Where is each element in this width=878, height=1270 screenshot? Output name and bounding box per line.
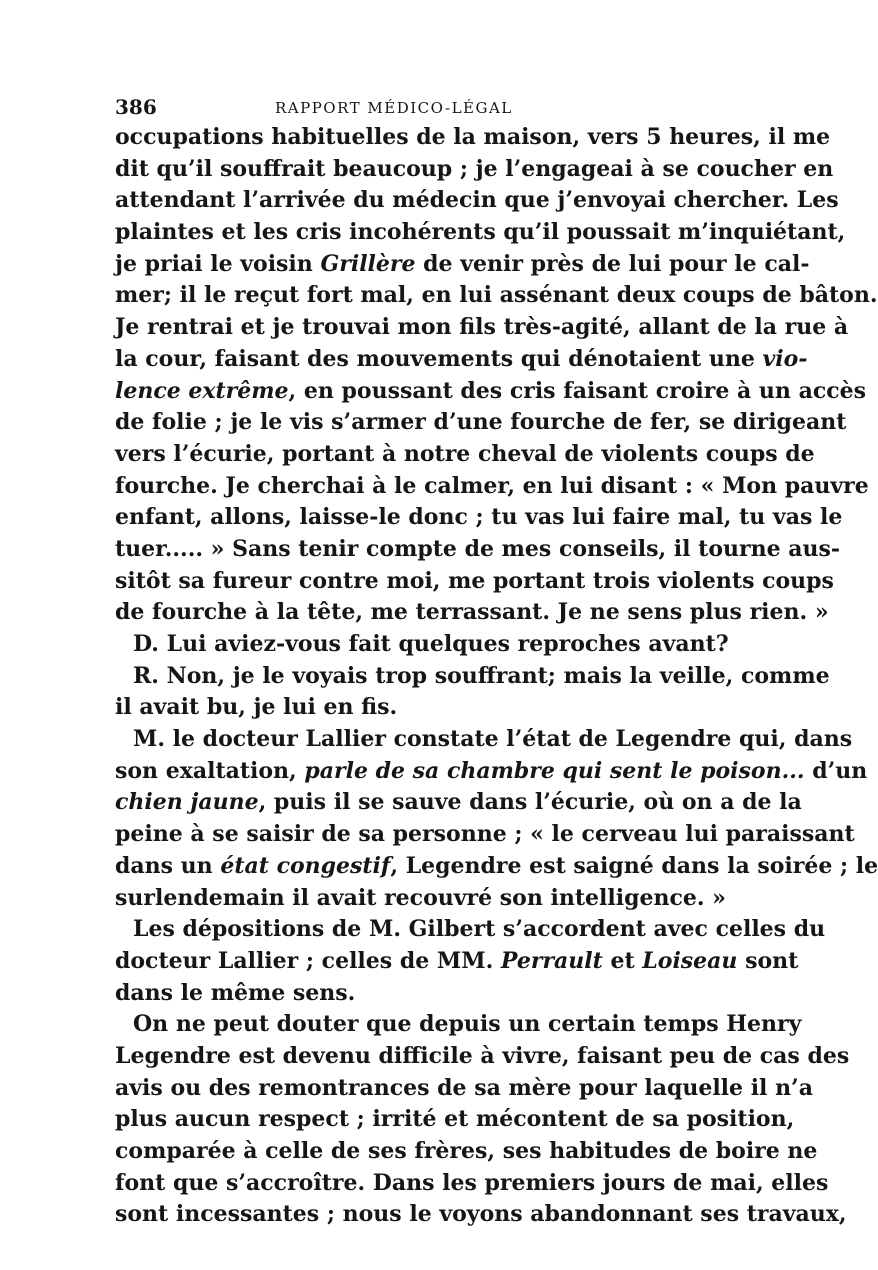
text-segment: enfant, allons, laisse-le donc ; tu vas lui faire mal, tu vas le xyxy=(115,504,843,531)
text-line xyxy=(115,376,867,408)
text-segment: On ne peut douter que depuis un certain temps Henry xyxy=(133,1011,802,1038)
text-segment: attendant l’arrivée du médecin que j’envoyai chercher. Les xyxy=(115,187,839,214)
text-line xyxy=(115,122,831,154)
running-title: RAPPORT MÉDICO-LÉGAL xyxy=(275,99,513,117)
text-line xyxy=(115,1168,829,1200)
italic-text: vio- xyxy=(762,345,808,372)
text-segment: occupations habituelles de la maison, vers 5 heures, il me xyxy=(115,124,831,150)
text-line xyxy=(115,185,839,217)
italic-text: parle de sa chambre qui sent le poison... xyxy=(304,757,805,784)
text-segment: et xyxy=(602,947,643,974)
text-line xyxy=(115,1073,813,1105)
page-header xyxy=(115,95,685,123)
text-segment: d’un xyxy=(804,757,868,784)
text-line xyxy=(115,597,829,629)
text-segment: , puis il se sauve dans l’écurie, où on a de la xyxy=(258,789,802,816)
text-segment: son exaltation, xyxy=(115,757,305,784)
text-segment: il avait bu, je lui en fis. xyxy=(115,694,398,721)
text-segment: sont xyxy=(737,947,799,974)
text-segment: la cour, faisant des mouvements qui dénotaient une xyxy=(115,345,763,372)
text-segment: fourche. Je cherchai à le calmer, en lui disant : « Mon pauvre xyxy=(115,472,869,499)
text-line xyxy=(115,249,810,281)
text-segment: sitôt sa fureur contre moi, me portant trois violents coups xyxy=(115,567,834,594)
text-segment: je priai le voisin xyxy=(115,250,321,277)
text-line xyxy=(115,439,815,471)
text-line xyxy=(115,1136,818,1168)
text-segment: Les dépositions de M. Gilbert s’accordent avec celles du xyxy=(133,916,826,943)
text-segment: dit qu’il souffrait beaucoup ; je l’engageai à se coucher en xyxy=(115,155,834,182)
text-line xyxy=(115,1199,847,1231)
text-line xyxy=(115,280,878,312)
text-segment: surlendemain il avait recouvré son intelligence. » xyxy=(115,884,726,911)
text-segment: dans un xyxy=(115,852,221,879)
text-line xyxy=(115,978,685,1010)
text-line xyxy=(115,851,878,883)
text-segment: D. Lui aviez-vous fait quelques reproches avant? xyxy=(133,631,729,657)
text-segment: plus aucun respect ; irrité et mécontent de sa position, xyxy=(115,1106,795,1133)
text-segment: Je rentrai et je trouvai mon fils très-agité, allant de la rue à xyxy=(115,314,849,341)
italic-text: Loiseau xyxy=(642,947,738,974)
text-segment: , Legendre est saigné dans la soirée ; le xyxy=(390,852,878,879)
text-line xyxy=(115,217,846,249)
text-segment: R. Non, je le voyais trop souffrant; mais la veille, comme xyxy=(133,662,830,689)
text-segment: sont incessantes ; nous le voyons abandonnant ses travaux, xyxy=(115,1201,847,1228)
text-line xyxy=(115,724,853,756)
text-line xyxy=(115,1041,850,1073)
text-line xyxy=(115,471,869,503)
text-segment: de folie ; je le vis s’armer d’une fourche de fer, se dirigeant xyxy=(115,409,847,436)
text-line xyxy=(115,566,834,598)
italic-text: Grillère xyxy=(320,250,416,277)
text-line xyxy=(115,692,685,724)
text-segment: plaintes et les cris incohérents qu’il poussait m’inquiétant, xyxy=(115,219,846,246)
text-segment: mer; il le reçut fort mal, en lui assénant deux coups de bâton. xyxy=(115,282,878,309)
text-segment: Legendre est devenu difficile à vivre, faisant peu de cas des xyxy=(115,1042,850,1069)
text-line xyxy=(115,819,855,851)
text-line xyxy=(115,344,808,376)
text-line xyxy=(115,914,826,946)
text-line xyxy=(115,787,802,819)
text-segment: tuer..... » Sans tenir compte de mes conseils, il tourne aus- xyxy=(115,535,841,562)
text-segment: de fourche à la tête, me terrassant. Je ne sens plus rien. » xyxy=(115,599,829,626)
text-segment: M. le docteur Lallier constate l’état de Legendre qui, dans xyxy=(133,726,853,753)
text-line xyxy=(115,154,834,186)
italic-text: chien jaune xyxy=(115,789,259,816)
text-line xyxy=(115,1104,795,1136)
text-line xyxy=(115,312,849,344)
text-segment: docteur Lallier ; celles de MM. xyxy=(115,947,501,974)
text-segment: peine à se saisir de sa personne ; « le cerveau lui paraissant xyxy=(115,821,855,848)
text-line xyxy=(115,883,726,915)
body-text xyxy=(115,122,878,1231)
text-line xyxy=(115,534,841,566)
text-segment: , en poussant des cris faisant croire à un accès xyxy=(288,377,867,404)
text-segment: font que s’accroître. Dans les premiers jours de mai, elles xyxy=(115,1169,829,1196)
text-line xyxy=(115,946,799,978)
text-segment: comparée à celle de ses frères, ses habitudes de boire ne xyxy=(115,1138,818,1164)
text-line xyxy=(115,1009,802,1041)
text-segment: de venir près de lui pour le cal- xyxy=(415,250,810,277)
text-line xyxy=(115,407,847,439)
text-line xyxy=(115,502,843,534)
italic-text: Perrault xyxy=(500,947,603,974)
text-line xyxy=(115,629,729,661)
text-segment: avis ou des remontrances de sa mère pour laquelle il n’a xyxy=(115,1074,813,1101)
text-line xyxy=(115,661,830,693)
page-number: 386 xyxy=(115,95,157,119)
text-segment: dans le même sens. xyxy=(115,979,356,1006)
text-segment: vers l’écurie, portant à notre cheval de violents coups de xyxy=(115,440,815,467)
italic-text: lence extrême xyxy=(115,377,289,404)
italic-text: état congestif xyxy=(220,852,391,879)
text-line xyxy=(115,756,868,788)
